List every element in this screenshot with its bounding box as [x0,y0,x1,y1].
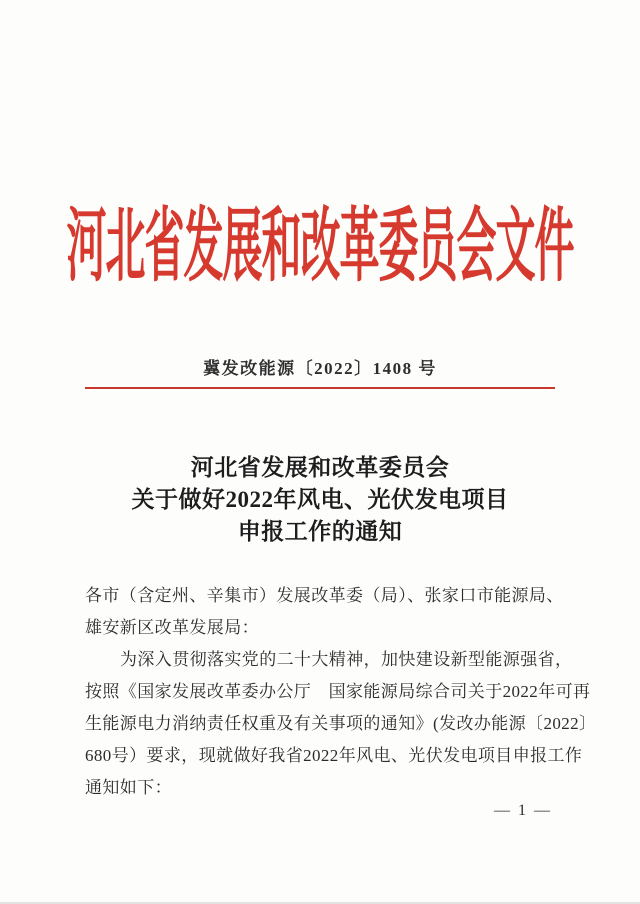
document-title-line-2: 关于做好2022年风电、光伏发电项目 [131,487,509,512]
paragraph-line-3: 生能源电力消纳责任权重及有关事项的通知》(发改办能源〔2022〕 [85,714,597,733]
paragraph-line-1: 为深入贯彻落实党的二十大精神，加快建设新型能源强省， [120,650,573,669]
recipient-line-1: 各市（含定州、辛集市）发展改革委（局）、张家口市能源局、 [85,586,564,605]
paragraph-line-5: 通知如下： [85,778,172,797]
document-body [85,580,597,804]
document-title-line-1: 河北省发展和改革委员会 [190,455,450,480]
document-title [0,452,640,548]
red-divider-line [85,387,555,389]
page-number: — 1 — [494,802,552,819]
agency-header-title: 河北省发展和改革委员会文件 [66,202,574,292]
paragraph-line-2: 按照《国家发展改革委办公厅 国家能源局综合司关于2022年可再 [85,682,591,701]
paragraph-line-4: 680号）要求，现就做好我省2022年风电、光伏发电项目申报工作 [85,746,583,765]
document-number: 冀发改能源〔2022〕1408 号 [203,359,437,378]
document-title-line-3: 申报工作的通知 [237,519,403,544]
recipient-line-2: 雄安新区改革发展局： [85,618,259,637]
